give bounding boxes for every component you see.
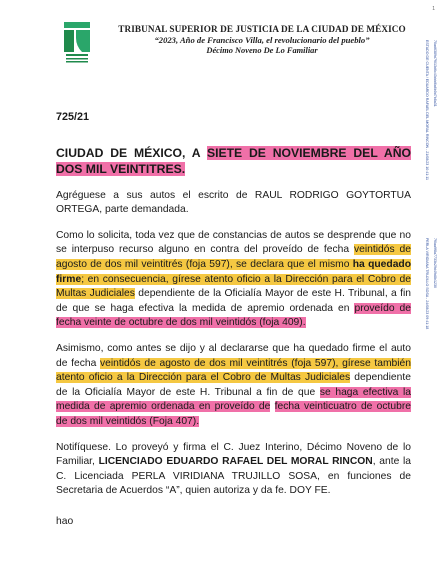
signature-note-1: ESTADO DE CUENTA / EDUARDO RAFAEL DEL MORAL RINCON - 21/08/23 10:41:11 [425,40,429,180]
paragraph-agreguese: Agréguese a sus autos el escrito de RAUL RODRIGO GOYTORTUA ORTEGA, parte demandada. [56,189,411,216]
p2-bold-firme: ha quedado firme [56,258,411,285]
p2-text-2: dependiente de la Oficialía Mayor de este H. Tribunal, a fin de que se haga efectiva la medida de apremio ordenada en [56,288,411,314]
p3-text-2: dependiente de la Oficialía Mayor de este H. Tribunal a fin de que [56,372,411,398]
court-seal-icon [62,20,92,66]
p4-text-1: Notifíquese. Lo proveyó y firma el C. Juez Interino, Décimo Noveno de lo Familiar, [56,441,411,468]
paragraph-notifiquese [56,441,411,499]
p4-text-2: , ante la C. Licenciada PERLA VIRIDIANA TRUJILLO SOSA, en funciones de Secretaria de Acuerdos “A”, quien autoriza y da fe. DOY FE. [56,456,411,497]
case-number: 725/21 [56,111,90,123]
date-prefix: CIUDAD DE MÉXICO, A [56,145,207,160]
date-highlight: SIETE DE NOVIEMBRE DEL AÑO DOS MIL VEINTITRES. [56,145,411,177]
header-court-division: Décimo Noveno De Lo Familiar [206,46,318,55]
paragraph-como-lo-solicita [56,229,411,331]
p4-judge-name: LICENCIADO EDUARDO RAFAEL DEL MORAL RINCON [98,456,373,468]
p3-highlight-2: se haga efectiva la medida de apremio ordenada en proveído de [56,386,411,413]
p2-text-1: Como lo solicita, toda vez que de constancias de autos se desprende que no se interpuso recurso alguno en contra del proveído de fecha [56,229,411,256]
p3-text-3 [270,401,274,412]
document-header [112,24,412,55]
p3-highlight-1: veintidós de agosto de dos mil veintitrés (foja 597), gírese también atento oficio a la Dirección para el Cobro de Multas Judiciales [56,357,411,384]
page-number: 1 [432,6,435,12]
p3-highlight-3: fecha veinticuatro de octubre de dos mil veintidós (Foja 407). [56,401,411,427]
header-motto: “2023, Año de Francisco Villa, el revolucionario del pueblo” [154,35,370,45]
p2-highlight-2: ; en consecuencia, gírese atento oficio a la Dirección para el Cobro de Multas Judiciales [56,273,411,300]
document-body [56,110,411,529]
initials: hao [56,515,74,527]
date-line [56,145,411,178]
header-court-name: TRIBUNAL SUPERIOR DE JUSTICIA DE LA CIUDAD DE MÉXICO [118,24,406,34]
signature-note-2: PERLA VIRIDIANA TRUJILLO SOSA - 24/08/23 09:41:18 [425,238,429,330]
signature-hash-2: 7f0aa9f8a7733b29d49d8b1230 [433,238,437,288]
signature-hash-1: 70ad6389d7f013d6c43ddd6a6b0d7b8a31 [433,40,437,107]
paragraph-asimismo [56,342,411,430]
p2-highlight-1: veintidós de agosto de dos mil veintitrés (foja 597), se declara que el mismo [56,244,411,270]
p3-text-1: Asimismo, como antes se dijo y al declararse que ha quedado firme el auto de fecha [56,342,411,369]
p2-highlight-3: proveído de fecha veinte de octubre de dos mil veintidós (foja 409). [56,302,412,329]
